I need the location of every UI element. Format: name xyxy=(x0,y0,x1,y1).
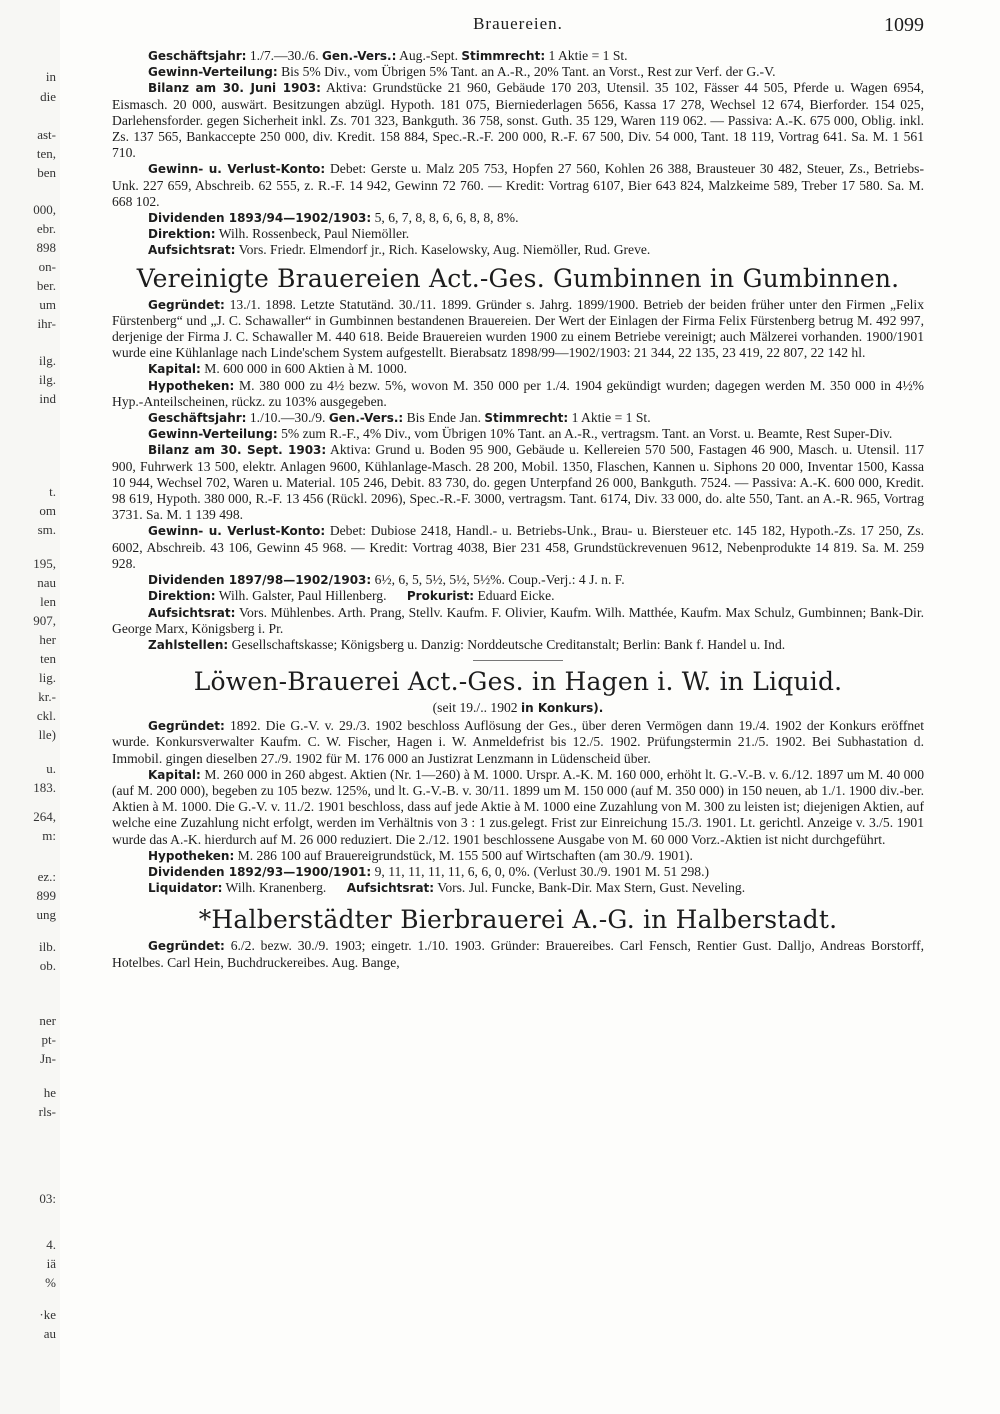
paragraph-dividenden xyxy=(112,864,924,880)
label: Bilanz am 30. Sept. 1903: xyxy=(148,443,327,458)
gutter-word: her xyxy=(39,632,56,647)
gutter-word: om xyxy=(39,503,56,518)
gutter-word: rls- xyxy=(38,1104,56,1119)
gutter-word: kr.- xyxy=(38,689,56,704)
value: M. 286 100 auf Brauereigrundstück, M. 155 500 auf Wirtschaften (am 30./9. 1901). xyxy=(237,847,693,863)
label: Dividenden 1897/98—1902/1903: xyxy=(148,573,372,588)
label: Zahlstellen: xyxy=(148,637,229,652)
label: Gen.-Vers.: xyxy=(322,49,397,63)
gutter-word: pt- xyxy=(41,1032,56,1047)
value: Gesellschaftskasse; Königsberg u. Danzig: Norddeutsche Creditanstalt; Berlin: Bank f. Handel u. Ind. xyxy=(231,636,786,652)
label: Gewinn-Verteilung: xyxy=(148,65,278,80)
paragraph-geschaeftsjahr xyxy=(112,48,924,64)
gutter-word: 000, xyxy=(33,202,56,217)
value: 1 Aktie = 1 St. xyxy=(548,48,628,63)
gutter-word: % xyxy=(45,1275,56,1290)
gutter-word: u. xyxy=(46,761,56,776)
gutter-word: on- xyxy=(38,259,56,274)
value: Vors. Friedr. Elmendorf jr., Rich. Kaselowsky, Aug. Niemöller, Rud. Greve. xyxy=(238,242,651,258)
gutter-word: 899 xyxy=(36,888,56,903)
label: Stimmrecht: xyxy=(484,411,569,426)
entry-continued xyxy=(112,48,924,259)
label: Aufsichtsrat: xyxy=(148,605,236,620)
gutter-word: 195, xyxy=(33,556,56,571)
label: Kapital: xyxy=(148,767,201,782)
label: Bilanz am 30. Juni 1903: xyxy=(148,81,321,96)
paragraph-zahlstellen xyxy=(112,637,924,653)
entry-gumbinnen xyxy=(112,263,924,653)
label: Kapital: xyxy=(148,362,201,377)
value: Wilh. Rossenbeck, Paul Niemöller. xyxy=(218,226,410,242)
label: Hypotheken: xyxy=(148,378,235,393)
gutter-word: 907, xyxy=(33,613,56,628)
gutter-word: sm. xyxy=(37,522,56,537)
label: Gegründet: xyxy=(148,719,225,734)
running-head xyxy=(112,14,924,48)
gutter-word: nau xyxy=(37,575,56,590)
gutter-word: ·ke xyxy=(39,1307,56,1322)
paragraph-aufsichtsrat xyxy=(112,242,924,258)
paragraph-hypotheken xyxy=(112,848,924,864)
gutter-word: ben xyxy=(37,165,56,180)
paragraph-gewinn-verteilung xyxy=(112,426,924,442)
label: Hypotheken: xyxy=(148,848,235,863)
value: 6½, 6, 5, 5½, 5½, 5½%. Coup.-Verj.: 4 J. n. F. xyxy=(374,572,625,588)
paragraph-gewinn-verlust xyxy=(112,523,924,572)
gutter-word: ez.: xyxy=(37,869,56,884)
value: M. 380 000 zu 4½ bezw. 5%, wovon M. 350 000 per 1./4. 1904 gekündigt wurden; dagegen werden M. 350 000 in 4½% Hyp.-Anteilscheinen, rückz. zu 103% ausgegeben. xyxy=(112,377,924,409)
value: 1892. Die G.-V. v. 29./3. 1902 beschloss Auflösung der Ges., über deren Vermögen dann 19./4. 1902 der Konkurs eröffnet wurde. Konkursverwalter Kaufm. C. W. Fischer, Hagen i. W. Anmeldefrist bis 12./5. 1902. Prüfungstermin 21./5. 1902. Bei Subhastation d. Immobil. gingen dieselben 27./9. 1902 für M. 176 000 an Justizrat Lenzmann in Lüdenscheid über. xyxy=(112,718,924,766)
paragraph-gegruendet xyxy=(112,938,924,970)
entry-hagen xyxy=(112,666,924,896)
running-head-title: Brauereien. xyxy=(473,14,563,33)
label: Geschäftsjahr: xyxy=(148,411,247,426)
gutter-word: m: xyxy=(42,828,56,843)
label: Gewinn- u. Verlust-Konto: xyxy=(148,162,326,177)
company-title: Vereinigte Brauereien Act.-Ges. Gumbinnen in Gumbinnen. xyxy=(136,263,900,293)
page-number: 1099 xyxy=(884,14,924,36)
value: 13./1. 1898. Letzte Statutänd. 30./11. 1899. Gründer s. Jahrg. 1899/1900. Betrieb der beiden früher unter den Firmen „Felix Fürstenberg“ und „J. C. Schawaller“ in Gumbinnen bestandenen Brauereien. Der Wert der Einlagen der Firma Felix Fürstenberg betrug M. 492 997, derjenige der Firma J. C. Schawaller M. 440 618. Beide Brauereien wurden 1900 zu einem Betriebe vereinigt; auch Mälzerei vorhanden. 1900/1901 wurde eine Kühlanlage nach Linde'schem System aufgestellt. Bierabsatz 1898/99—1902/1903: 21 344, 22 135, 23 419, 22 807, 22 142 hl. xyxy=(112,296,924,361)
value: 6./2. bezw. 30./9. 1903; eingetr. 1./10. 1903. Gründer: Brauereibes. Carl Fensch, Rentier Gust. Dalljo, Andreas Borstorff, Hotelbes. Carl Hein, Buchdruckereibes. Aug. Bange, xyxy=(112,938,924,970)
gutter-word: um xyxy=(39,297,56,312)
value: Bis Ende Jan. xyxy=(406,410,481,426)
value: M. 260 000 in 260 abgest. Aktien (Nr. 1—260) à M. 1000. Urspr. A.-K. M. 160 000, erhöht lt. G.-V.-B. v. 6./12. 1897 um M. 40 000 (auf M. 200 000), begeben zu 105 bezw. 125%, und lt. G.-V.-B. v. 30/11. 1899 um M. 150 000 (auf M. 350 000) in 150 neuen, ab 1./1. 1900 div.-ber. Aktien à M. 1000. Die G.-V. v. 11./2. 1901 beschloss, dass auf jede Aktie à M. 1000 eine Zuzahlung von M. 300 zu leisten ist; diejenigen Aktien, auf welche eine Zuzahlung nicht erfolgt, werden im Verhältnis von 3 : 1 zus.gelegt. Frist zur Einreichung 15./3. 1901. Lt. gerichtl. Anzeige v. 3./5. 1901 wurde das A.-K. hierdurch auf M. 26 000 reduziert. Die 2./12. 1901 beschlossene Ausgabe von M. 60 000 Vorz.-Aktien ist nicht durchgeführt. xyxy=(112,766,924,847)
paragraph-kapital xyxy=(112,767,924,848)
value: 1 Aktie = 1 St. xyxy=(571,410,651,426)
paragraph-dividenden xyxy=(112,572,924,588)
gutter-word: 03: xyxy=(39,1191,56,1206)
gutter-word: ihr- xyxy=(37,316,56,331)
value: 5, 6, 7, 8, 8, 6, 6, 8, 8, 8%. xyxy=(374,210,519,226)
value: Wilh. Galster, Paul Hillenberg. xyxy=(218,588,387,604)
gutter-word: len xyxy=(40,594,56,609)
label: Gegründet: xyxy=(148,297,225,312)
value: Debet: Dubiose 2418, Handl.- u. Betriebs-Unk., Brau- u. Biersteuer etc. 145 182, Hypoth.-Zs. 17 250, Zs. 6002, Abschreib. 43 106, Gewinn 45 968. — Kredit: Vortrag 4038, Bier 231 458, Grundstückrevenuen 9612, Nebenprodukte 14 819. Sa. M. 259 928. xyxy=(112,523,924,571)
value: Wilh. Kranenberg. xyxy=(225,880,327,896)
gutter-word: t. xyxy=(49,484,56,499)
paragraph-kapital xyxy=(112,361,924,377)
gutter-word: au xyxy=(43,1326,56,1341)
value: 1./10.—30./9. xyxy=(249,410,326,426)
label: Gegründet: xyxy=(148,939,225,954)
value: Vors. Mühlenbes. Arth. Prang, Stellv. Kaufm. F. Olivier, Kaufm. Wilh. Matthée, Kaufm. Max Schulz, Gumbinnen; Bank-Dir. George Marx, Königsberg i. Pr. xyxy=(112,604,924,636)
gutter-word: die xyxy=(40,89,56,104)
label: Liquidator: xyxy=(148,881,223,896)
value: 1./7.—30./6. xyxy=(249,48,319,63)
section-divider xyxy=(473,660,563,661)
label: Aufsichtsrat: xyxy=(148,243,236,258)
gutter-word: ten xyxy=(40,651,56,666)
gutter-word: iä xyxy=(46,1256,56,1271)
label: Stimmrecht: xyxy=(461,49,546,63)
company-title: Löwen-Brauerei Act.-Ges. in Hagen i. W. in Liquid. xyxy=(193,667,843,697)
paragraph-aufsichtsrat xyxy=(112,605,924,637)
value: Aug.-Sept. xyxy=(399,48,458,63)
company-title: *Halberstädter Bierbrauerei A.-G. in Halberstadt. xyxy=(198,905,838,935)
label: Dividenden 1893/94—1902/1903: xyxy=(148,211,372,226)
gutter-word: lig. xyxy=(39,670,56,685)
value: Eduard Eicke. xyxy=(477,588,555,604)
label: Dividenden 1892/93—1900/1901: xyxy=(148,864,372,879)
subtitle-prefix: (seit 19./.. 1902 xyxy=(432,700,518,716)
paragraph-gegruendet xyxy=(112,718,924,767)
gutter-word: 264, xyxy=(33,809,56,824)
gutter-word: ebr. xyxy=(36,221,56,236)
company-subtitle xyxy=(112,700,924,716)
paragraph-direktion xyxy=(112,226,924,242)
gutter-word: 898 xyxy=(36,240,56,255)
gutter-word: 4. xyxy=(46,1237,56,1252)
value: Debet: Gerste u. Malz 205 753, Hopfen 27 560, Kohlen 26 388, Brausteuer 30 482, Steuer, Zs., Betriebs-Unk. 227 659, Abschreib. 62 555, z. R.-F. 14 942, Gewinn 72 760. — Kredit: Vortrag 6107, Bier 643 824, Malzkeime 589, Treber 17 580. Sa. M. 668 102. xyxy=(112,161,924,209)
paragraph-direktion xyxy=(112,588,924,604)
label: Geschäftsjahr: xyxy=(148,49,247,63)
gutter-word: ckl. xyxy=(36,708,56,723)
paragraph-bilanz xyxy=(112,442,924,523)
gutter-word: 183. xyxy=(33,780,56,795)
gutter-word: ten, xyxy=(36,146,56,161)
paragraph-gegruendet xyxy=(112,297,924,362)
gutter-word: ung xyxy=(36,907,56,922)
paragraph-geschaeftsjahr xyxy=(112,410,924,426)
label: Direktion: xyxy=(148,589,216,604)
value: Bis 5% Div., vom Übrigen 5% Tant. an A.-R., 20% Tant. an Vorst., Rest zur Verf. der G.-V. xyxy=(281,64,776,80)
gutter-word: ilb. xyxy=(39,939,56,954)
value: 9, 11, 11, 11, 11, 6, 6, 0, 0%. (Verlust 30./9. 1901 M. 51 298.) xyxy=(374,863,710,879)
gutter-word: in xyxy=(45,69,56,84)
gutter-word: ilg. xyxy=(39,353,56,368)
value: Aktiva: Grundstücke 21 960, Gebäude 170 203, Utensil. 35 102, Fässer 44 505, Pferde u. Wagen 6954, Eismasch. 20 000, auswärt. Besitzungen abzügl. Hypoth. 181 075, Bierniederlagen 5656, Kassa 17 278, Wechsel 12 674, Bierforder. 154 025, Darlehensforder. gegen Sicherheit inkl. Zs. 701 323, Bankguth. 36 758, sonst. Guth. 35 129, Waren 119 062. — Passiva: A.-K. 675 000, Oblig. inkl. Zs. 137 565, Bankaccepte 250 000, div. Kredit. 158 884, Spec.-R.-F. 200 000, R.-F. 67 500, Div. 54 000, Tant. 18 119, Vortrag 641. Sa. M. 1 561 710. xyxy=(112,80,924,161)
gutter-word: Jn- xyxy=(40,1051,56,1066)
gutter-word: lle) xyxy=(38,727,56,742)
paragraph-bilanz xyxy=(112,80,924,161)
label: Gewinn-Verteilung: xyxy=(148,427,278,442)
entry-halberstadt xyxy=(112,904,924,970)
label: Prokurist: xyxy=(406,589,475,604)
label: Gewinn- u. Verlust-Konto: xyxy=(148,524,326,539)
paragraph-liquidator xyxy=(112,880,924,896)
gutter-word: ilg. xyxy=(39,372,56,387)
label: Aufsichtsrat: xyxy=(346,881,435,896)
value: 5% zum R.-F., 4% Div., vom Übrigen 10% Tant. an A.-R., vertragsm. Tant. an Vorst. u. Beamte, Rest Super-Div. xyxy=(281,426,893,442)
page xyxy=(112,14,924,1406)
label: Direktion: xyxy=(148,227,216,242)
gutter-word: he xyxy=(43,1085,56,1100)
paragraph-dividenden xyxy=(112,210,924,226)
gutter-word: ob. xyxy=(39,958,56,973)
subtitle-status: in Konkurs). xyxy=(521,701,604,716)
gutter-word: ner xyxy=(39,1013,56,1028)
value: Aktiva: Grund u. Boden 95 900, Gebäude u. Kellereien 570 500, Fastagen 46 900, Masch. u. Utensil. 117 900, Fuhrwerk 13 500, elektr. Anlagen 9600, Kühlanlage-Masch. 28 200, Mobil. 1350, Flaschen, Kannen u. Siphons 20 000, Inventar 1500, Kassa 10 944, Wechsel 702, Waren u. Material. 105 246, Debit. 83 730, do. gegen Unterpfand 26 000, Bankguth. 7524. — Passiva: A.-K. 600 000, Kredit. 98 619, Hypoth. 380 000, R.-F. 13 456 (Rückl. 2096), Spec.-R.-F. 3000, vertragsm. Tant. 6174, Div. 33 000, do. alte 550, Tant. an A.-R. 965, Vortrag 3731. Sa. M. 1 139 498. xyxy=(112,442,924,523)
gutter-word: ast- xyxy=(37,127,56,142)
paragraph-hypotheken xyxy=(112,378,924,410)
label: Gen.-Vers.: xyxy=(328,411,404,426)
value: M. 600 000 in 600 Aktien à M. 1000. xyxy=(204,361,408,377)
paragraph-gewinn-verteilung xyxy=(112,64,924,80)
left-page-gutter xyxy=(0,0,60,1414)
paragraph-gewinn-verlust xyxy=(112,161,924,210)
gutter-word: ber. xyxy=(36,278,56,293)
value: Vors. Jul. Funcke, Bank-Dir. Max Stern, Gust. Neveling. xyxy=(437,880,746,896)
gutter-word: ind xyxy=(39,391,56,406)
